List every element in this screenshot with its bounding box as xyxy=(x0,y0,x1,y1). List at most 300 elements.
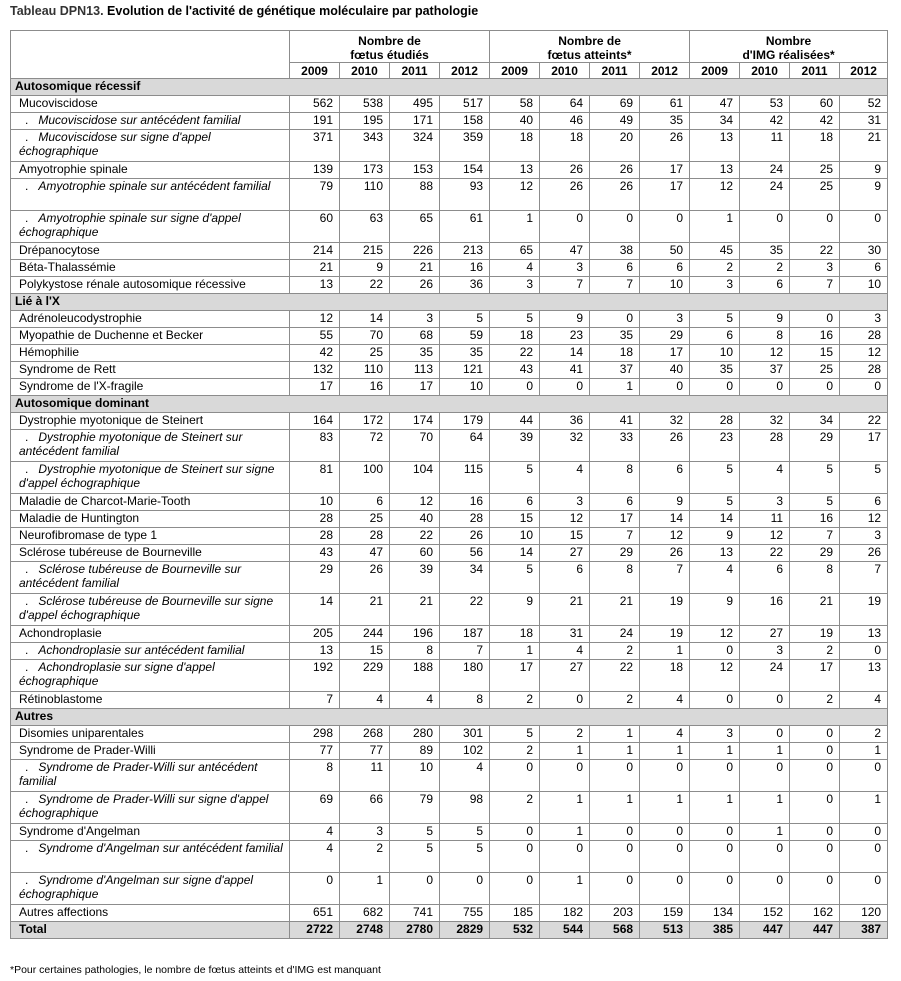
value-cell: 18 xyxy=(640,660,690,692)
table-row xyxy=(11,824,888,841)
section-label: Autres xyxy=(11,709,888,726)
value-cell: 214 xyxy=(290,243,340,260)
table-row xyxy=(11,594,888,626)
value-cell: 1 xyxy=(590,792,640,824)
table-row xyxy=(11,643,888,660)
value-cell: 29 xyxy=(590,545,640,562)
value-cell: 215 xyxy=(340,243,390,260)
bullet-dot: . xyxy=(25,562,29,576)
value-cell: 15 xyxy=(790,345,840,362)
value-cell: 20 xyxy=(590,130,640,162)
value-cell: 61 xyxy=(640,96,690,113)
value-cell: 17 xyxy=(640,179,690,211)
section-label: Autosomique récessif xyxy=(11,79,888,96)
value-cell: 81 xyxy=(290,462,340,494)
value-cell: 0 xyxy=(790,824,840,841)
value-cell: 152 xyxy=(740,905,790,922)
value-cell: 0 xyxy=(790,211,840,243)
value-cell: 17 xyxy=(840,430,888,462)
value-cell: 29 xyxy=(790,545,840,562)
table-row xyxy=(11,660,888,692)
bullet-dot: . xyxy=(25,211,29,225)
value-cell: 25 xyxy=(790,162,840,179)
value-cell: 40 xyxy=(490,113,540,130)
value-cell: 7 xyxy=(590,528,640,545)
value-cell: 59 xyxy=(440,328,490,345)
value-cell: 23 xyxy=(540,328,590,345)
value-cell: 172 xyxy=(340,413,390,430)
value-cell: 0 xyxy=(840,873,888,905)
row-label-text: Syndrome d'Angelman sur signe d'appel échographique xyxy=(19,873,254,901)
value-cell: 25 xyxy=(340,345,390,362)
value-cell: 12 xyxy=(690,179,740,211)
value-cell: 83 xyxy=(290,430,340,462)
value-cell: 11 xyxy=(740,130,790,162)
table-row xyxy=(11,626,888,643)
value-cell: 21 xyxy=(590,594,640,626)
value-cell: 1 xyxy=(590,379,640,396)
table-row xyxy=(11,462,888,494)
value-cell: 18 xyxy=(790,130,840,162)
value-cell: 17 xyxy=(390,379,440,396)
value-cell: 0 xyxy=(690,873,740,905)
value-cell: 139 xyxy=(290,162,340,179)
value-cell: 69 xyxy=(590,96,640,113)
value-cell: 0 xyxy=(790,743,840,760)
value-cell: 13 xyxy=(690,130,740,162)
value-cell: 5 xyxy=(490,462,540,494)
value-cell: 102 xyxy=(440,743,490,760)
value-cell: 42 xyxy=(290,345,340,362)
row-label-text: Achondroplasie sur antécédent familial xyxy=(38,643,245,657)
value-cell: 45 xyxy=(690,243,740,260)
header-group-row xyxy=(11,31,888,63)
value-cell: 5 xyxy=(690,494,740,511)
value-cell: 15 xyxy=(490,511,540,528)
value-cell: 12 xyxy=(840,511,888,528)
value-cell: 17 xyxy=(790,660,840,692)
value-cell: 280 xyxy=(390,726,440,743)
value-cell: 46 xyxy=(540,113,590,130)
value-cell: 17 xyxy=(290,379,340,396)
value-cell: 7 xyxy=(440,643,490,660)
value-cell: 34 xyxy=(690,113,740,130)
value-cell: 16 xyxy=(790,511,840,528)
value-cell: 19 xyxy=(840,594,888,626)
value-cell: 1 xyxy=(590,743,640,760)
value-cell: 33 xyxy=(590,430,640,462)
value-cell: 19 xyxy=(790,626,840,643)
value-cell: 495 xyxy=(390,96,440,113)
row-label: Amyotrophie spinale xyxy=(11,162,290,179)
section-label: Lié à l'X xyxy=(11,294,888,311)
value-cell: 22 xyxy=(340,277,390,294)
value-cell: 4 xyxy=(840,692,888,709)
bullet-dot: . xyxy=(25,430,29,444)
header-group-label: Nombre de fœtus étudiés xyxy=(350,34,429,62)
bullet-dot: . xyxy=(25,841,29,855)
value-cell: 36 xyxy=(540,413,590,430)
value-cell: 1 xyxy=(640,792,690,824)
value-cell: 0 xyxy=(690,760,740,792)
value-cell: 185 xyxy=(490,905,540,922)
value-cell: 0 xyxy=(740,692,790,709)
value-cell: 3 xyxy=(540,260,590,277)
year-header: 2012 xyxy=(440,63,490,79)
value-cell: 39 xyxy=(490,430,540,462)
table-row xyxy=(11,328,888,345)
value-cell: 16 xyxy=(740,594,790,626)
row-label-text: Dystrophie myotonique de Steinert sur antécédent familial xyxy=(19,430,243,458)
value-cell: 2722 xyxy=(290,922,340,939)
row-label-text: Syndrome de Prader-Willi sur signe d'appel échographique xyxy=(19,792,269,820)
value-cell: 120 xyxy=(840,905,888,922)
value-cell: 55 xyxy=(290,328,340,345)
value-cell: 5 xyxy=(490,562,540,594)
value-cell: 2 xyxy=(540,726,590,743)
row-label: Hémophilie xyxy=(11,345,290,362)
value-cell: 9 xyxy=(840,179,888,211)
value-cell: 0 xyxy=(540,692,590,709)
value-cell: 17 xyxy=(490,660,540,692)
value-cell: 2829 xyxy=(440,922,490,939)
value-cell: 28 xyxy=(290,528,340,545)
value-cell: 387 xyxy=(840,922,888,939)
value-cell: 21 xyxy=(340,594,390,626)
value-cell: 1 xyxy=(340,873,390,905)
row-label: Syndrome de l'X-fragile xyxy=(11,379,290,396)
value-cell: 2 xyxy=(790,692,840,709)
table-row xyxy=(11,413,888,430)
value-cell: 13 xyxy=(840,626,888,643)
row-label: Maladie de Charcot-Marie-Tooth xyxy=(11,494,290,511)
value-cell: 110 xyxy=(340,362,390,379)
row-label: Syndrome d'Angelman xyxy=(11,824,290,841)
value-cell: 21 xyxy=(290,260,340,277)
row-label xyxy=(11,179,290,211)
bullet-dot: . xyxy=(25,792,29,806)
value-cell: 0 xyxy=(840,379,888,396)
header-group xyxy=(690,31,888,63)
value-cell: 3 xyxy=(690,726,740,743)
value-cell: 0 xyxy=(790,792,840,824)
value-cell: 18 xyxy=(490,328,540,345)
value-cell: 0 xyxy=(590,873,640,905)
value-cell: 7 xyxy=(840,562,888,594)
value-cell: 3 xyxy=(840,311,888,328)
value-cell: 0 xyxy=(690,692,740,709)
header-empty-cell xyxy=(11,31,290,79)
bullet-dot: . xyxy=(25,113,29,127)
value-cell: 4 xyxy=(640,692,690,709)
value-cell: 69 xyxy=(290,792,340,824)
value-cell: 41 xyxy=(590,413,640,430)
value-cell: 9 xyxy=(340,260,390,277)
year-header: 2010 xyxy=(740,63,790,79)
value-cell: 3 xyxy=(340,824,390,841)
row-label: Mucoviscidose xyxy=(11,96,290,113)
section-label: Autosomique dominant xyxy=(11,396,888,413)
value-cell: 9 xyxy=(640,494,690,511)
value-cell: 93 xyxy=(440,179,490,211)
value-cell: 27 xyxy=(540,545,590,562)
table-row xyxy=(11,743,888,760)
value-cell: 11 xyxy=(340,760,390,792)
value-cell: 28 xyxy=(840,362,888,379)
value-cell: 0 xyxy=(540,379,590,396)
value-cell: 0 xyxy=(840,760,888,792)
value-cell: 134 xyxy=(690,905,740,922)
value-cell: 31 xyxy=(540,626,590,643)
value-cell: 755 xyxy=(440,905,490,922)
value-cell: 1 xyxy=(640,643,690,660)
value-cell: 4 xyxy=(390,692,440,709)
value-cell: 110 xyxy=(340,179,390,211)
value-cell: 0 xyxy=(290,873,340,905)
value-cell: 0 xyxy=(640,379,690,396)
table-row xyxy=(11,362,888,379)
value-cell: 18 xyxy=(490,130,540,162)
value-cell: 741 xyxy=(390,905,440,922)
table-row xyxy=(11,841,888,873)
value-cell: 104 xyxy=(390,462,440,494)
value-cell: 3 xyxy=(390,311,440,328)
value-cell: 2 xyxy=(340,841,390,873)
row-label xyxy=(11,211,290,243)
value-cell: 66 xyxy=(340,792,390,824)
table-row xyxy=(11,179,888,211)
value-cell: 3 xyxy=(840,528,888,545)
value-cell: 25 xyxy=(790,179,840,211)
value-cell: 65 xyxy=(390,211,440,243)
value-cell: 31 xyxy=(840,113,888,130)
value-cell: 26 xyxy=(840,545,888,562)
table-row xyxy=(11,430,888,462)
value-cell: 1 xyxy=(490,643,540,660)
value-cell: 88 xyxy=(390,179,440,211)
value-cell: 0 xyxy=(590,841,640,873)
value-cell: 6 xyxy=(740,277,790,294)
row-label: Myopathie de Duchenne et Becker xyxy=(11,328,290,345)
value-cell: 22 xyxy=(840,413,888,430)
value-cell: 5 xyxy=(390,841,440,873)
value-cell: 47 xyxy=(540,243,590,260)
value-cell: 196 xyxy=(390,626,440,643)
year-header: 2011 xyxy=(390,63,440,79)
value-cell: 21 xyxy=(390,594,440,626)
value-cell: 44 xyxy=(490,413,540,430)
value-cell: 544 xyxy=(540,922,590,939)
value-cell: 8 xyxy=(290,760,340,792)
value-cell: 682 xyxy=(340,905,390,922)
bullet-dot: . xyxy=(25,594,29,608)
value-cell: 9 xyxy=(690,528,740,545)
row-label-text: Mucoviscidose sur antécédent familial xyxy=(38,113,241,127)
table-row xyxy=(11,345,888,362)
row-label: Rétinoblastome xyxy=(11,692,290,709)
value-cell: 47 xyxy=(340,545,390,562)
value-cell: 5 xyxy=(440,311,490,328)
row-label: Dystrophie myotonique de Steinert xyxy=(11,413,290,430)
value-cell: 180 xyxy=(440,660,490,692)
value-cell: 2 xyxy=(590,692,640,709)
value-cell: 12 xyxy=(490,179,540,211)
value-cell: 12 xyxy=(290,311,340,328)
value-cell: 15 xyxy=(540,528,590,545)
value-cell: 8 xyxy=(390,643,440,660)
value-cell: 0 xyxy=(640,760,690,792)
value-cell: 4 xyxy=(340,692,390,709)
row-label: Adrénoleucodystrophie xyxy=(11,311,290,328)
value-cell: 244 xyxy=(340,626,390,643)
value-cell: 35 xyxy=(740,243,790,260)
value-cell: 32 xyxy=(740,413,790,430)
value-cell: 26 xyxy=(640,130,690,162)
value-cell: 8 xyxy=(740,328,790,345)
value-cell: 28 xyxy=(340,528,390,545)
value-cell: 3 xyxy=(790,260,840,277)
table-row xyxy=(11,96,888,113)
value-cell: 4 xyxy=(540,462,590,494)
value-cell: 2748 xyxy=(340,922,390,939)
value-cell: 77 xyxy=(340,743,390,760)
value-cell: 1 xyxy=(590,726,640,743)
value-cell: 24 xyxy=(740,660,790,692)
value-cell: 26 xyxy=(440,528,490,545)
value-cell: 72 xyxy=(340,430,390,462)
value-cell: 2 xyxy=(840,726,888,743)
table-row xyxy=(11,311,888,328)
value-cell: 9 xyxy=(740,311,790,328)
value-cell: 153 xyxy=(390,162,440,179)
value-cell: 10 xyxy=(640,277,690,294)
value-cell: 2 xyxy=(690,260,740,277)
value-cell: 0 xyxy=(740,379,790,396)
value-cell: 14 xyxy=(690,511,740,528)
value-cell: 34 xyxy=(440,562,490,594)
value-cell: 5 xyxy=(490,311,540,328)
value-cell: 13 xyxy=(490,162,540,179)
value-cell: 10 xyxy=(290,494,340,511)
row-label: Syndrome de Rett xyxy=(11,362,290,379)
value-cell: 5 xyxy=(840,462,888,494)
value-cell: 7 xyxy=(590,277,640,294)
value-cell: 2780 xyxy=(390,922,440,939)
value-cell: 26 xyxy=(590,179,640,211)
value-cell: 6 xyxy=(740,562,790,594)
value-cell: 24 xyxy=(740,162,790,179)
value-cell: 0 xyxy=(740,760,790,792)
row-label xyxy=(11,643,290,660)
value-cell: 16 xyxy=(790,328,840,345)
row-label: Drépanocytose xyxy=(11,243,290,260)
value-cell: 18 xyxy=(590,345,640,362)
value-cell: 60 xyxy=(790,96,840,113)
value-cell: 5 xyxy=(790,462,840,494)
value-cell: 35 xyxy=(440,345,490,362)
value-cell: 13 xyxy=(690,545,740,562)
value-cell: 6 xyxy=(640,462,690,494)
value-cell: 47 xyxy=(690,96,740,113)
value-cell: 0 xyxy=(690,841,740,873)
value-cell: 22 xyxy=(440,594,490,626)
year-header: 2011 xyxy=(790,63,840,79)
value-cell: 0 xyxy=(540,841,590,873)
value-cell: 6 xyxy=(590,494,640,511)
value-cell: 5 xyxy=(440,841,490,873)
value-cell: 25 xyxy=(790,362,840,379)
value-cell: 40 xyxy=(390,511,440,528)
value-cell: 24 xyxy=(740,179,790,211)
table-row xyxy=(11,162,888,179)
value-cell: 17 xyxy=(640,345,690,362)
value-cell: 6 xyxy=(340,494,390,511)
value-cell: 11 xyxy=(740,511,790,528)
value-cell: 28 xyxy=(740,430,790,462)
value-cell: 1 xyxy=(840,743,888,760)
row-label: Maladie de Huntington xyxy=(11,511,290,528)
row-label-text: Sclérose tubéreuse de Bourneville sur antécédent familial xyxy=(19,562,242,590)
value-cell: 6 xyxy=(690,328,740,345)
value-cell: 1 xyxy=(540,743,590,760)
value-cell: 77 xyxy=(290,743,340,760)
value-cell: 28 xyxy=(690,413,740,430)
row-label xyxy=(11,562,290,594)
value-cell: 301 xyxy=(440,726,490,743)
value-cell: 229 xyxy=(340,660,390,692)
section-row xyxy=(11,294,888,311)
section-row xyxy=(11,396,888,413)
value-cell: 22 xyxy=(390,528,440,545)
value-cell: 37 xyxy=(740,362,790,379)
value-cell: 158 xyxy=(440,113,490,130)
value-cell: 2 xyxy=(740,260,790,277)
table-row xyxy=(11,243,888,260)
table-title xyxy=(10,4,478,18)
value-cell: 2 xyxy=(490,692,540,709)
value-cell: 8 xyxy=(590,562,640,594)
value-cell: 100 xyxy=(340,462,390,494)
row-label: Disomies uniparentales xyxy=(11,726,290,743)
value-cell: 12 xyxy=(640,528,690,545)
value-cell: 0 xyxy=(440,873,490,905)
value-cell: 34 xyxy=(790,413,840,430)
value-cell: 182 xyxy=(540,905,590,922)
value-cell: 36 xyxy=(440,277,490,294)
value-cell: 13 xyxy=(290,643,340,660)
row-label-text: Mucoviscidose sur signe d'appel échographique xyxy=(19,130,211,158)
value-cell: 159 xyxy=(640,905,690,922)
value-cell: 0 xyxy=(840,824,888,841)
value-cell: 562 xyxy=(290,96,340,113)
value-cell: 2 xyxy=(490,743,540,760)
value-cell: 14 xyxy=(640,511,690,528)
year-header: 2009 xyxy=(490,63,540,79)
value-cell: 12 xyxy=(740,528,790,545)
table-row xyxy=(11,130,888,162)
value-cell: 0 xyxy=(740,726,790,743)
value-cell: 41 xyxy=(540,362,590,379)
value-cell: 0 xyxy=(790,841,840,873)
value-cell: 4 xyxy=(690,562,740,594)
value-cell: 1 xyxy=(490,211,540,243)
bullet-dot: . xyxy=(25,660,29,674)
row-label xyxy=(11,873,290,905)
value-cell: 4 xyxy=(540,643,590,660)
value-cell: 195 xyxy=(340,113,390,130)
value-cell: 18 xyxy=(540,130,590,162)
value-cell: 0 xyxy=(790,726,840,743)
